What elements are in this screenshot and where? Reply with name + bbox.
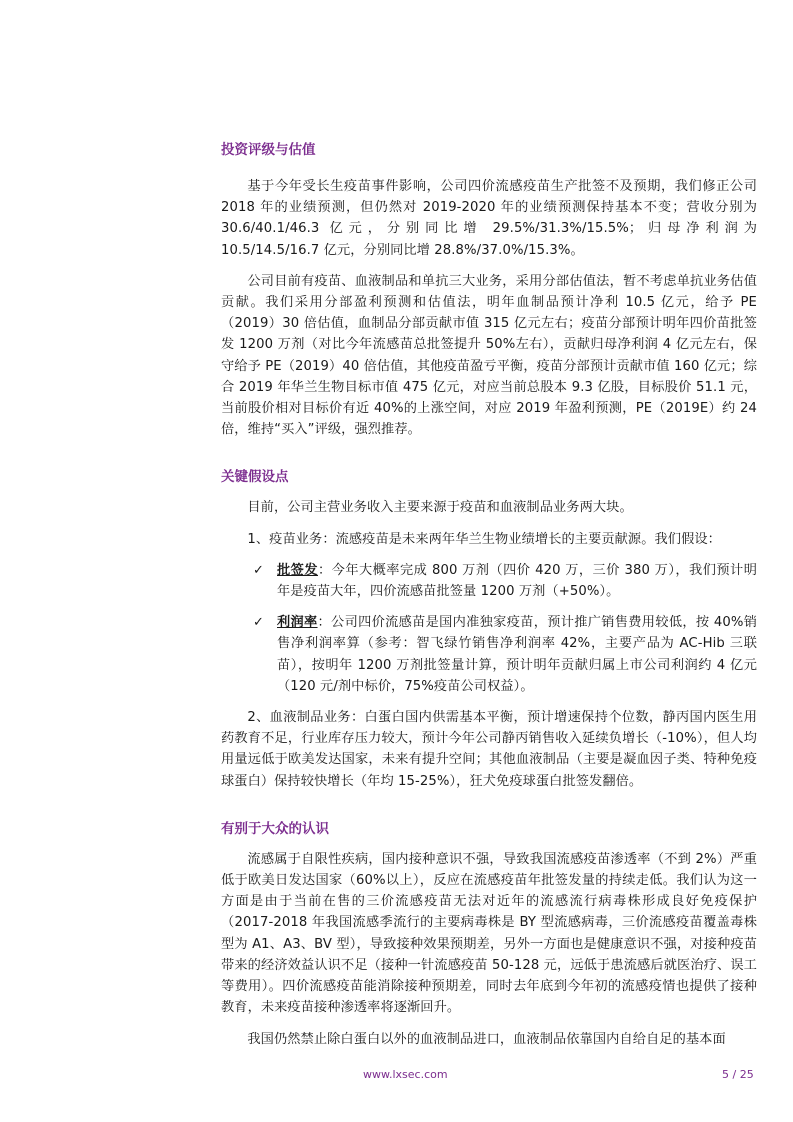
section-heading-differentiated-view: 有别于大众的认识: [221, 820, 329, 837]
blood-products-paragraph: 2、血液制品业务：白蛋白国内供需基本平衡，预计增速保持个位数，静丙国内医生用药教育不足，行业库存压力较大，预计今年公司静丙销售收入延续负增长（-10%），但人均用量远低于欧美发达国家，未来有提升空间；其他血液制品（主要是凝血因子类、特种免疫球蛋白）保持较快增长（年均 15-25%），狂犬免疫球蛋白批签发翻倍。: [221, 710, 757, 789]
differentiated-paragraph-2: 我国仍然禁止除白蛋白以外的血液制品进口，血液制品依靠国内自给自足的基本面: [247, 1031, 726, 1047]
item-label-batch-release: 批签发: [277, 562, 318, 578]
differentiated-paragraph-1: 流感属于自限性疾病，国内接种意识不强，导致我国流感疫苗渗透率（不到 2%）严重低于欧美日发达国家（60%以上），反应在流感疫苗年批签发量的持续走低。我们认为这一方面是由于当前在售的三价流感疫苗无法对近年的流感流行病毒株形成良好免疫保护（2017-2018 年我国流感季流行的主要病毒株是 BY 型流感病毒，三价流感疫苗覆盖毒株型为 A1、A3、BV 型），导致接种效果预期差，另外一方面也是健康意识不强，对接种疫苗带来的经济效益认识不足（接种一针流感疫苗 50-128 元，远低于患流感后就医治疗、误工等费用）。四价流感疫苗能消除接种预期差，同时去年底到今年初的流感疫情也提供了接种教育，未来疫苗接种渗透率将逐渐回升。: [221, 851, 757, 1016]
item-text-batch-release: ：今年大概率完成 800 万剂（四价 420 万，三价 380 万），我们预计明年是疫苗大年，四价流感苗批签量 1200 万剂（+50%）。: [277, 562, 757, 600]
footer-website-link[interactable]: www.lxsec.com: [363, 1068, 448, 1081]
rating-paragraph-1: 基于今年受长生疫苗事件影响，公司四价流感疫苗生产批签不及预期，我们修正公司 2018 年的业绩预测，但仍然对 2019-2020 年的业绩预测保持基本不变；营收分别为 30.6/40.1/46.3 亿元，分别同比增 29.5%/31.3%/15.5%；归母净利润为 10.5/14.5/16.7 亿元，分别同比增 28.8%/37.0%/15.3%。: [221, 179, 757, 258]
item-label-profit-margin: 利润率: [277, 615, 318, 631]
assumptions-intro: 目前，公司主营业务收入主要来源于疫苗和血液制品业务两大块。: [247, 500, 633, 516]
page-content: [221, 140, 757, 1050]
checkmark-icon: ✓: [253, 562, 264, 578]
assumption-item-profit-margin: [221, 612, 757, 697]
rating-paragraph-2: 公司目前有疫苗、血液制品和单抗三大业务，采用分部估值法，暂不考虑单抗业务估值贡献。我们采用分部盈利预测和估值法，明年血制品预计净利 10.5 亿元，给予 PE（2019）30 倍估值，血制品分部贡献市值 315 亿元左右；疫苗分部预计明年四价苗批签发 1200 万剂（对比今年流感苗总批签提升 50%左右），贡献归母净利润 4 亿元左右，保守给予 PE（2019）40 倍估值，其他疫苗盈亏平衡，疫苗分部预计贡献市值 160 亿元；综合 2019 年华兰生物目标市值 475 亿元，对应当前总股本 9.3 亿股，目标股价 51.1 元，当前股价相对目标价有近 40%的上涨空间，对应 2019 年盈利预测，PE（2019E）约 24 倍，维持“买入”评级，强烈推荐。: [221, 273, 757, 438]
item-text-profit-margin: ：公司四价流感苗是国内准独家疫苗，预计推广销售费用较低，按 40%销售净利润率算（参考：智飞绿竹销售净利润率 42%，主要产品为 AC-Hib 三联苗），按明年 1200 万剂批签量计算，预计明年贡献归属上市公司利润约 4 亿元（120 元/剂中标价，75%疫苗公司权益）。: [277, 615, 757, 694]
checkmark-icon: ✓: [253, 615, 264, 631]
assumption-item-batch-release: [221, 560, 757, 602]
vaccine-business-paragraph: 1、疫苗业务：流感疫苗是未来两年华兰生物业绩增长的主要贡献源。我们假设：: [247, 531, 721, 547]
footer-page-number: 5 / 25: [722, 1068, 754, 1081]
section-heading-rating: 投资评级与估值: [221, 142, 316, 158]
section-heading-assumptions: 关键假设点: [221, 469, 289, 486]
